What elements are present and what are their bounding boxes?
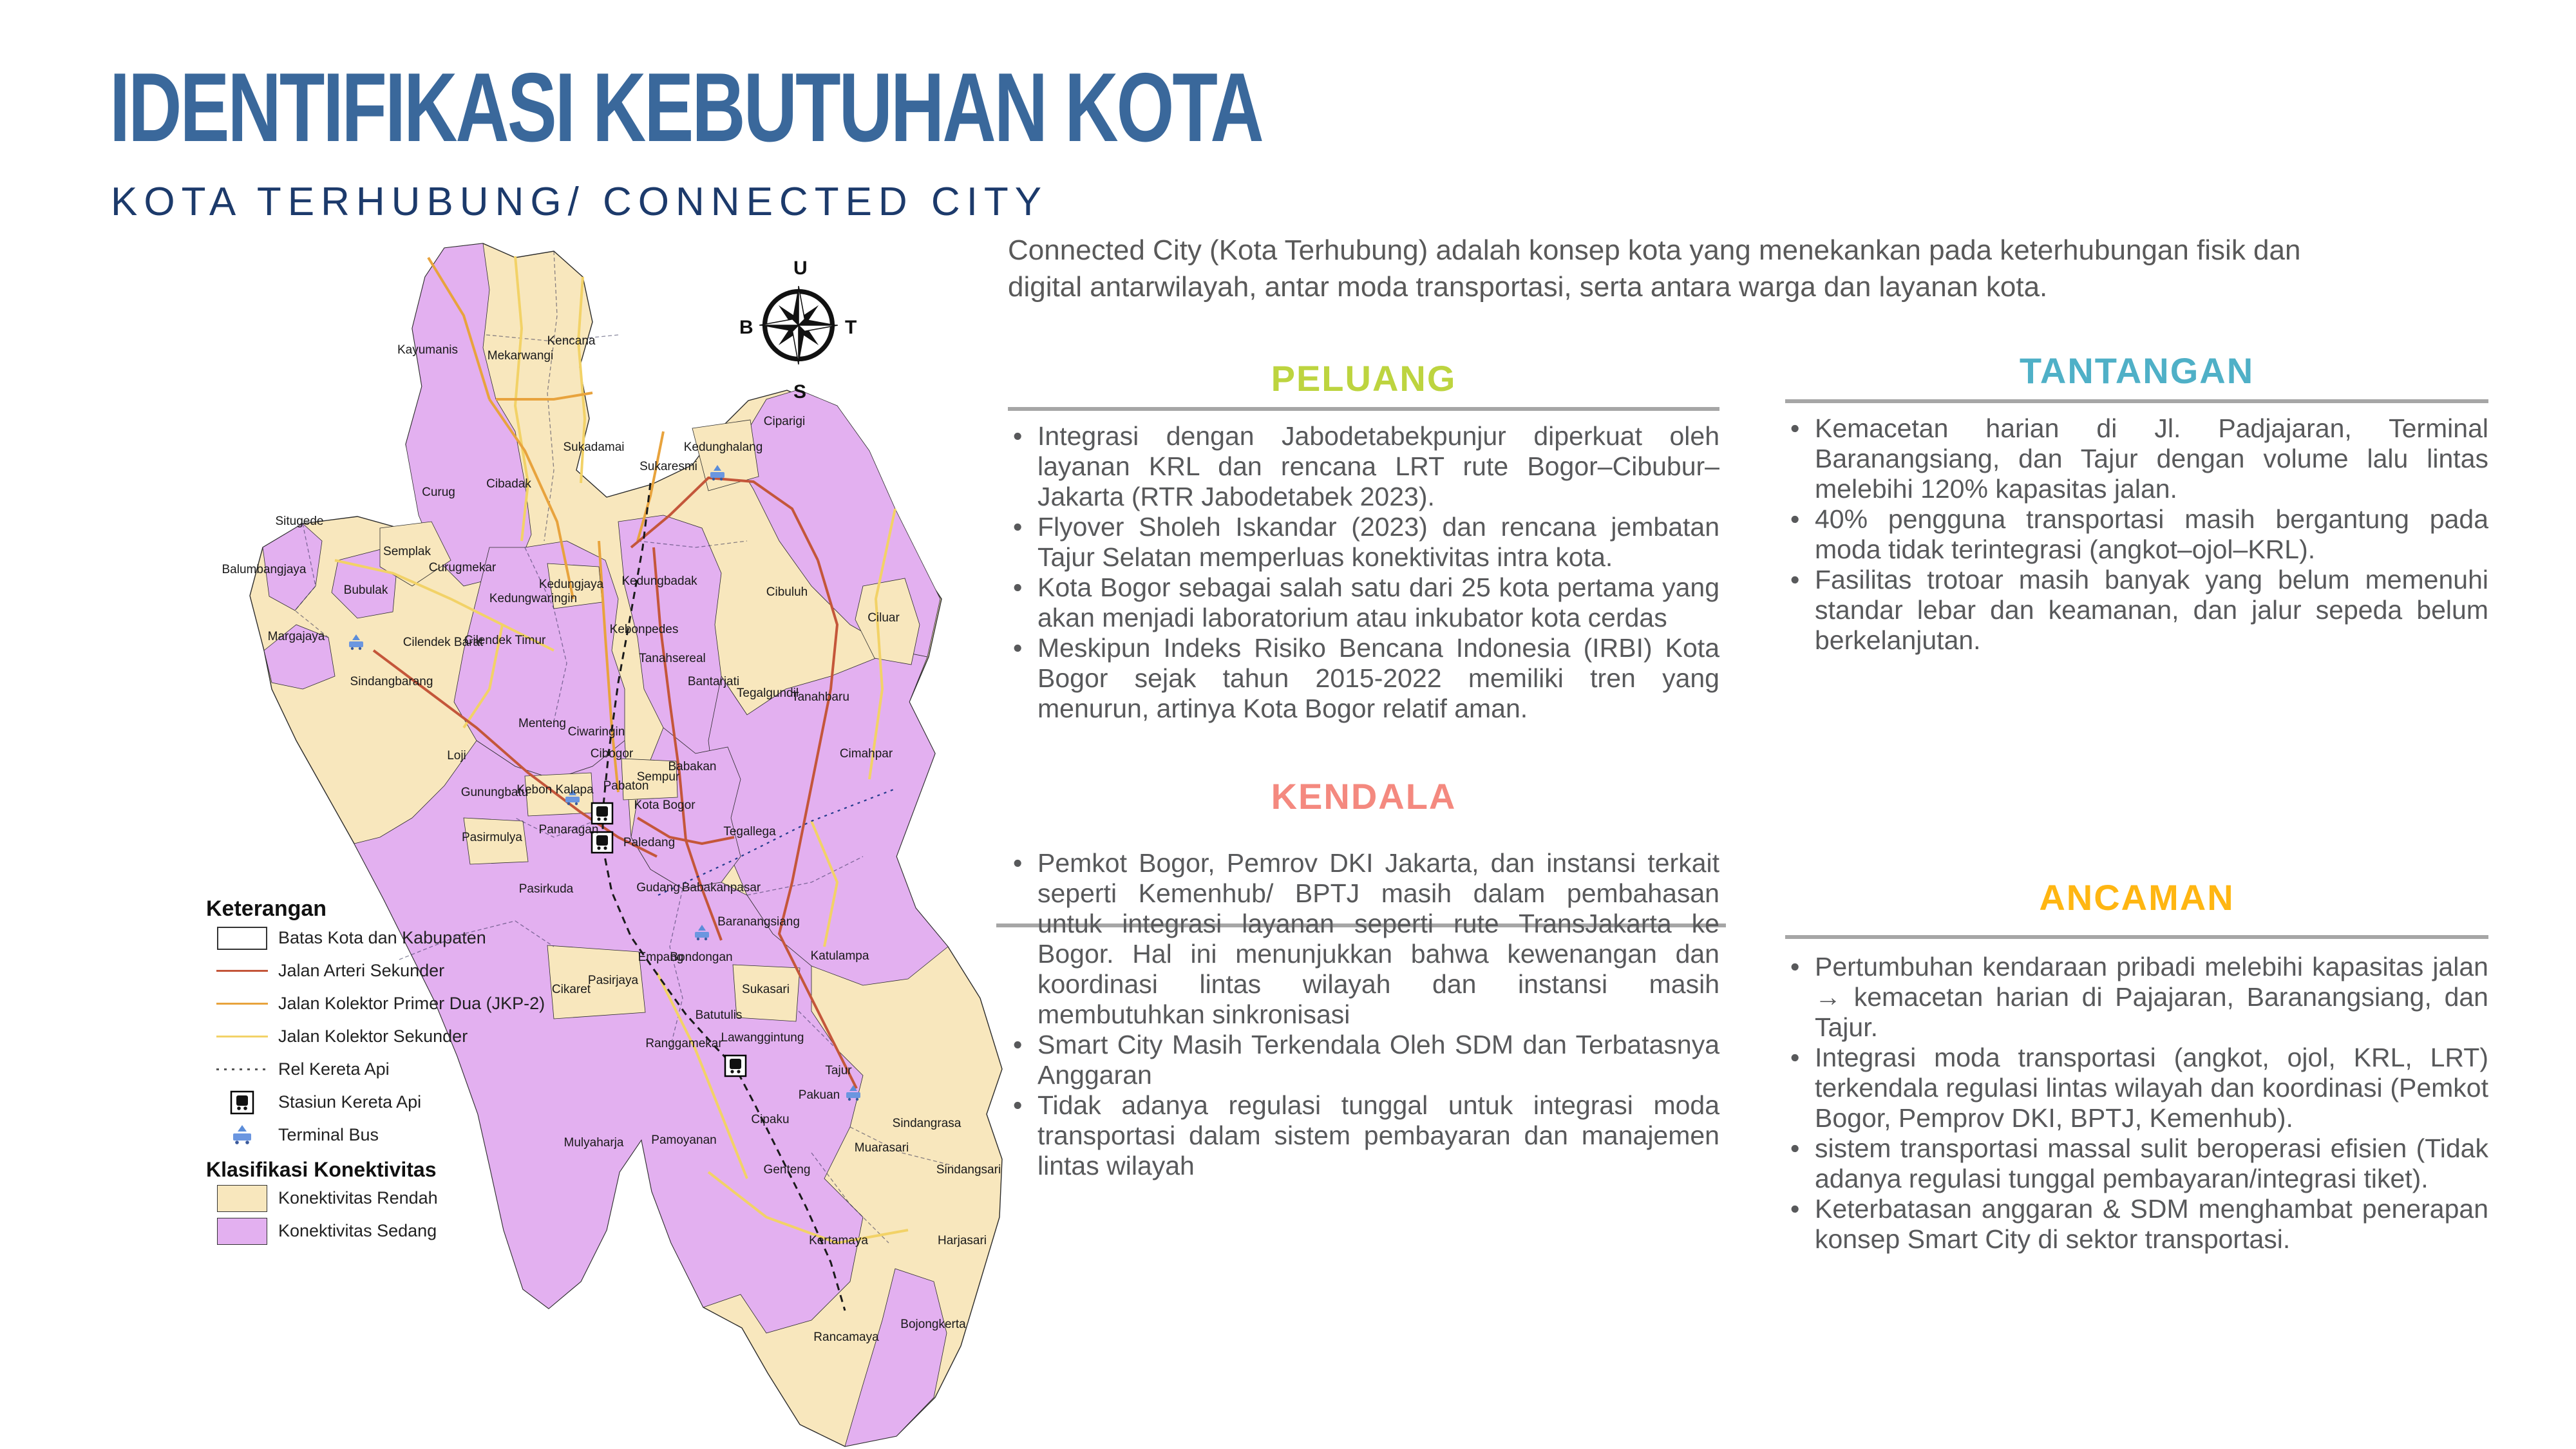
bus-terminal-icon [206,1122,278,1148]
section-divider [1008,407,1719,411]
map-region-label: Kedungbadak [621,574,697,588]
section-title-kendala: KENDALA [1271,776,1457,817]
map-region-label: Kebonpedes [609,623,679,636]
legend-item-jkp2 [206,987,605,1020]
map-region-label: Tanahbaru [791,690,849,704]
section-ancaman [1785,877,2488,1255]
section-peluang [1008,358,1719,724]
map-region-label: Cibadak [486,477,531,491]
map-region-label: Margajaya [267,630,325,643]
map-region-label: Kedungwaringin [489,592,578,605]
kendala-bullet-list [1008,848,1719,1181]
map-region-label: Gudang [636,881,680,895]
compass-rose-icon [757,283,840,367]
section-title-tantangan: TANTANGAN [2019,350,2255,391]
map-region-label: Curugmekar [428,561,497,574]
map-region-label: Babakan [668,760,717,773]
legend-class-rendah [206,1182,605,1215]
map-region-label: Pasirkuda [518,882,574,896]
map-region-label: Gunungbatu [460,786,529,799]
compass-rose [734,258,863,406]
bullet-item: • Keterbatasan anggaran & SDM menghambat penerapan konsep Smart City di sektor transportasi. [1785,1194,2488,1255]
map-region-label: Pasirmulya [462,831,522,844]
map-region-label: Situgede [275,515,324,528]
map-region-label: Cilendek Barat [402,636,484,649]
bullet-item: • Fasilitas trotoar masih banyak yang belum memenuhi standar lebar dan keamanan, dan jalur sepeda belum berkelanjutan. [1785,565,2488,656]
map-region-label: Pasirjaya [587,974,639,987]
map-region-label: Empang [638,951,684,964]
map-region-label: Ciparigi [763,415,806,428]
legend-label: Rel Kereta Api [278,1059,390,1079]
legend-item-station [206,1086,605,1119]
page-title: IDENTIFIKASI KEBUTUHAN KOTA [109,53,1262,162]
map-region-label: Baranangsiang [717,915,800,929]
map-region-label: Ciwaringin [567,725,625,739]
map-legend [206,896,605,1247]
map-region-label: Sukasari [742,983,790,996]
kolektor-line-icon [206,1036,278,1037]
map-region-label: Kencana [547,334,596,348]
legend-item-bus-terminal [206,1119,605,1151]
map-region-label: Ciluar [867,611,900,625]
left-column [1008,358,1719,1181]
arteri-line-icon [206,970,278,972]
map-region-label: Cibogor [590,747,634,761]
compass-west-label: B [739,317,753,338]
map-region-label: Sindangrasa [892,1117,961,1130]
boundary-swatch-icon [206,927,278,950]
legend-label: Jalan Kolektor Primer Dua (JKP-2) [278,994,545,1013]
map-region-label: Katulampa [810,949,869,963]
section-divider [1785,399,2488,403]
bogor-connectivity-map [103,238,1005,1449]
legend-title: Keterangan [206,896,327,921]
map-region-label: Bubulak [343,583,388,597]
map-region-label: Harjasari [937,1234,987,1247]
map-region-label: Sukaresmi [639,460,697,473]
map-region-label: Cilendek Timur [464,634,546,647]
legend-item-boundary [206,922,605,954]
intro-line-2: digital antarwilayah, antar moda transportasi, serta antara warga dan layanan kota. [1008,271,2048,303]
legend-label: Terminal Bus [278,1125,379,1144]
section-divider [1785,935,2488,939]
map-region-label: Kertamaya [809,1234,868,1247]
ancaman-bullet-list [1785,952,2488,1255]
map-region-label: Sindangbarang [350,675,433,688]
map-region-label: Sindangsari [936,1163,1001,1177]
map-region-label: Tajur [825,1064,852,1077]
bullet-item: • 40% pengguna transportasi masih bergantung pada moda tidak terintegrasi (angkot–ojol–KRL). [1785,504,2488,565]
right-column [1785,350,2488,1255]
map-region-label: Curug [422,486,455,499]
jkp2-line-icon [206,1003,278,1005]
legend-class-sedang [206,1215,605,1247]
map-region-label: Cimahpar [839,747,893,761]
map-region-label: Pakuan [798,1088,840,1102]
map-region-label: Cipaku [751,1113,790,1126]
intro-paragraph [1008,232,2515,305]
legend-label: Stasiun Kereta Api [278,1092,422,1112]
map-region-label: Kedungjaya [538,578,604,591]
legend-label: Batas Kota dan Kabupaten [278,928,486,947]
map-region-label: Kayumanis [397,343,458,357]
map-region-label: Batutulis [695,1009,743,1022]
map-region-label: Rancamaya [813,1331,879,1344]
bullet-item: • Pertumbuhan kendaraan pribadi melebihi kapasitas jalan → kemacetan harian di Pajajaran, Baranangsiang, dan Tajur. [1785,952,2488,1043]
bullet-item: • Meskipun Indeks Risiko Bencana Indonesia (IRBI) Kota Bogor sejak tahun 2015-2022 memiliki tren yang menurun, artinya Kota Bogor relatif aman. [1008,633,1719,724]
station-icon [206,1090,278,1115]
map-region-label: Bojongkerta [900,1318,966,1331]
bullet-item: • Kota Bogor sebagai salah satu dari 25 kota pertama yang akan menjadi laboratorium atau inkubator kota cerdas [1008,573,1719,633]
map-region-label: Loji [447,749,466,762]
bullet-item: • Integrasi moda transportasi (angkot, ojol, KRL, LRT) terkendala regulasi lintas wilayah dan koordinasi (Pemkot Bogor, Pemprov DKI, BPTJ, Kemenhub). [1785,1043,2488,1133]
map-region-label: Menteng [518,717,566,730]
legend-label: Konektivitas Rendah [278,1188,438,1208]
compass-north-label: U [793,258,808,279]
train-station-icon [725,1056,746,1076]
map-region-label: Muarasari [854,1141,909,1155]
intro-line-1: Connected City (Kota Terhubung) adalah konsep kota yang menekankan pada keterhubungan fisik dan [1008,234,2301,266]
konektivitas-sedang-swatch [206,1218,278,1245]
map-region-label: Tanahsereal [639,652,706,665]
map-region-label: Panaragan [538,823,599,837]
map-region-label: Kota Bogor [634,799,696,812]
map-region-label: Semplak [383,545,431,558]
rail-line-icon [206,1068,278,1070]
map-region-label: Cikaret [551,983,591,996]
section-tantangan [1785,350,2488,656]
section-title-peluang: PELUANG [1271,358,1457,399]
map-svg [103,238,1005,1449]
map-region-label: Pabaton [603,779,649,793]
map-region-label: Mekarwangi [487,349,554,363]
legend-label: Konektivitas Sedang [278,1221,437,1240]
peluang-bullet-list [1008,421,1719,724]
legend-label: Jalan Kolektor Sekunder [278,1027,468,1046]
map-region-label: Bondongan [670,951,733,964]
map-region-label: Babakanpasar [681,881,761,895]
map-region-label: Pamoyanan [651,1133,717,1147]
konektivitas-rendah-swatch [206,1185,278,1212]
map-region-label: Paledang [623,836,676,849]
legend-classification-title: Klasifikasi Konektivitas [206,1158,437,1181]
section-kendala [1008,776,1719,1181]
map-region-label: Ranggamekar [645,1037,723,1050]
map-region-label: Cibuluh [766,585,808,599]
legend-label: Jalan Arteri Sekunder [278,961,445,980]
bullet-item: • Integrasi dengan Jabodetabekpunjur diperkuat oleh layanan KRL dan rencana LRT rute Bogor–Cibubur–Jakarta (RTR Jabodetabek 2023). [1008,421,1719,512]
map-region-label: Sukadamai [563,440,625,454]
bullet-item: • Smart City Masih Terkendala Oleh SDM dan Terbatasnya Anggaran [1008,1030,1719,1090]
bullet-item: • Kemacetan harian di Jl. Padjajaran, Terminal Baranangsiang, dan Tajur dengan volume lalu lintas melebihi 120% kapasitas jalan. [1785,413,2488,504]
map-region-label: Lawanggintung [721,1031,804,1045]
legend-item-kolektor [206,1020,605,1053]
map-region-label: Genteng [763,1163,811,1177]
map-region-label: Bantarjati [687,675,740,688]
compass-east-label: T [845,317,857,338]
train-station-icon [592,803,612,824]
map-region-label: Mulyaharja [564,1136,624,1150]
legend-item-rail [206,1053,605,1086]
bullet-item: • Tidak adanya regulasi tunggal untuk integrasi moda transportasi dalam sistem pembayaran dan manajemen lintas wilayah [1008,1090,1719,1181]
map-region-label: Sempur [636,770,680,784]
map-region-label: Kedunghalang [683,440,763,454]
map-region-label: Tegallega [723,825,776,838]
map-region-label: Balumbangjaya [222,563,307,576]
legend-item-arteri [206,954,605,987]
page-subtitle: KOTA TERHUBUNG/ CONNECTED CITY [111,180,1048,224]
compass-south-label: S [793,381,807,402]
bullet-item: • Flyover Sholeh Iskandar (2023) dan rencana jembatan Tajur Selatan memperluas konektivitas intra kota. [1008,512,1719,573]
tantangan-bullet-list [1785,413,2488,656]
map-region-label: Tegalgundil [736,687,799,700]
section-title-ancaman: ANCAMAN [2039,877,2235,918]
bullet-item: • Pemkot Bogor, Pemrov DKI Jakarta, dan instansi terkait seperti Kemenhub/ BPTJ masih dalam pembahasan untuk integrasi layanan seperti rute TransJakarta ke Bogor. Hal ini menunjukkan bahwa kewenangan dan koordinasi lintas wilayah dan instansi masih membutuhkan sinkronisasi [1008,848,1719,1030]
bullet-item: • sistem transportasi massal sulit beroperasi efisien (Tidak adanya regulasi tunggal pembayaran/integrasi tiket). [1785,1133,2488,1194]
map-region-label: Kebon Kalapa [516,783,594,797]
